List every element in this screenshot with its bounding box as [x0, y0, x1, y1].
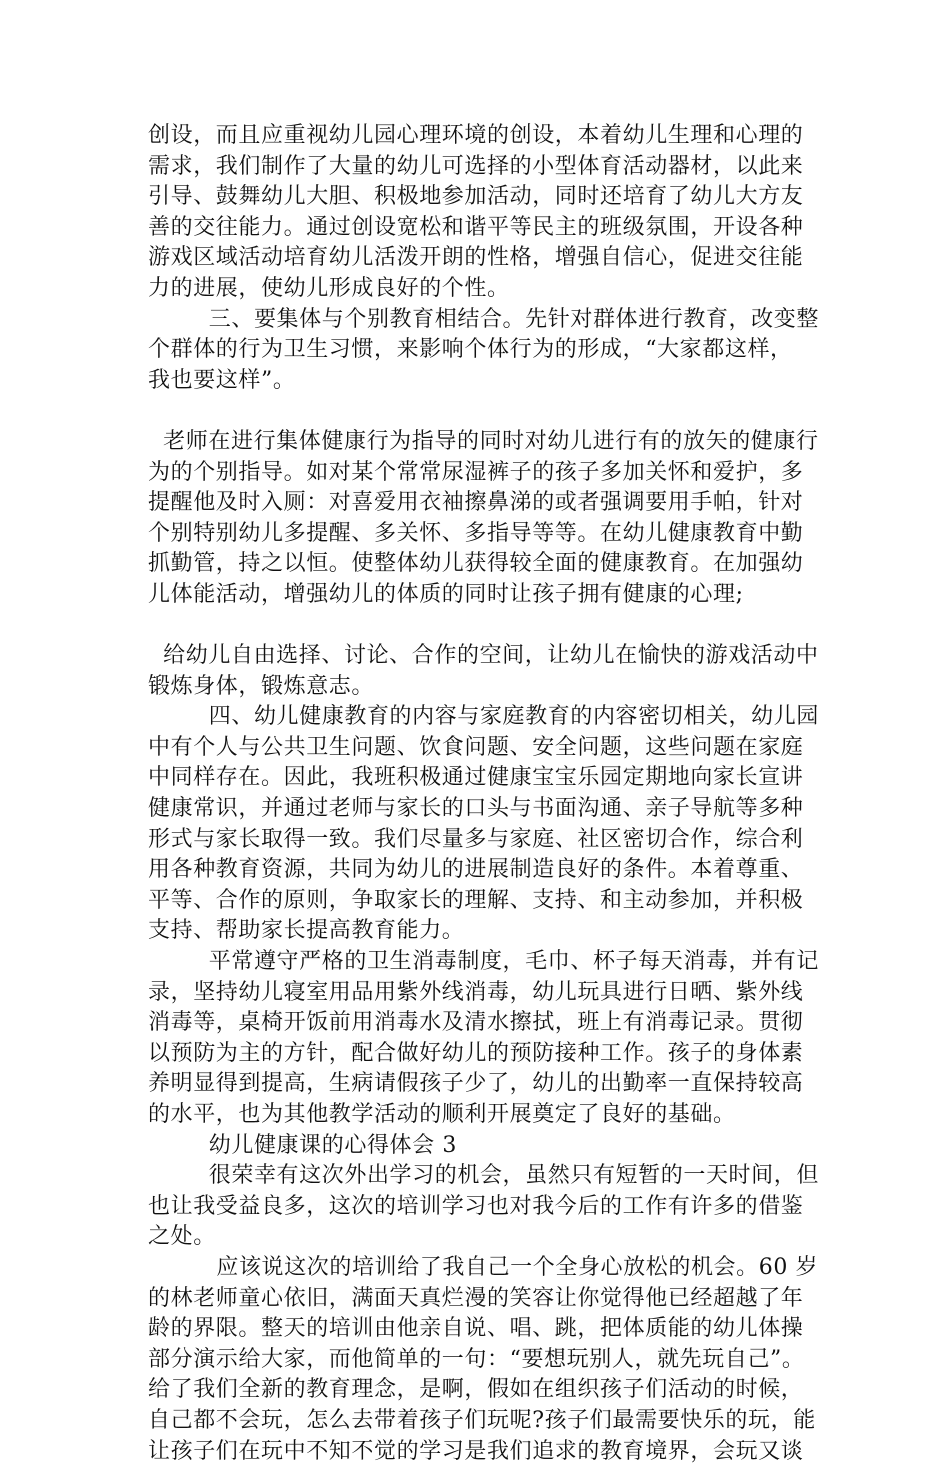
text-line: 给了我们全新的教育理念，是啊，假如在组织孩子们活动的时候， — [148, 1377, 804, 1403]
blank-line — [148, 611, 828, 642]
text-line: 养明显得到提高，生病请假孩子少了，幼儿的出勤率一直保持较高 — [148, 1071, 804, 1097]
text-line: 也让我受益良多，这次的培训学习也对我今后的工作有许多的借鉴 — [148, 1193, 804, 1219]
text-line: 善的交往能力。通过创设宽松和谐平等民主的班级氛围，开设各种 — [148, 214, 804, 240]
text-line: 消毒等，桌椅开饭前用消毒水及清水擦拭，班上有消毒记录。贯彻 — [148, 1010, 804, 1036]
text-line: 录，坚持幼儿寝室用品用紫外线消毒，幼儿玩具进行日晒、紫外线 — [148, 979, 804, 1005]
text-line: 需求，我们制作了大量的幼儿可选择的小型体育活动器材，以此来 — [148, 153, 804, 179]
text-line: 抓勤管，持之以恒。使整体幼儿获得较全面的健康教育。在加强幼 — [148, 551, 804, 577]
text-line: 平等、合作的原则，争取家长的理解、支持、和主动参加，并积极 — [148, 887, 804, 913]
text-line: 龄的界限。整天的培训由他亲自说、唱、跳，把体质能的幼儿体操 — [148, 1316, 804, 1342]
text-line: 支持、帮助家长提高教育能力。 — [148, 918, 465, 944]
text-line: 平常遵守严格的卫生消毒制度，毛巾、杯子每天消毒，并有记 — [148, 949, 819, 975]
text-line: 提醒他及时入厕：对喜爱用衣袖擦鼻涕的或者强调要用手帕，针对 — [148, 490, 804, 516]
text-line: 自己都不会玩，怎么去带着孩子们玩呢?孩子们最需要快乐的玩，能 — [148, 1407, 816, 1433]
paragraph — [148, 1131, 828, 1162]
text-line: 三、要集体与个别教育相结合。先针对群体进行教育，改变整 — [148, 306, 819, 332]
text-line: 锻炼身体，锻炼意志。 — [148, 673, 375, 699]
paragraph — [148, 702, 828, 947]
text-line: 给幼儿自由选择、讨论、合作的空间，让幼儿在愉快的游戏活动中 — [148, 643, 819, 669]
text-line: 老师在进行集体健康行为指导的同时对幼儿进行有的放矢的健康行 — [148, 428, 819, 454]
text-line: 部分演示给大家，而他简单的一句：“要想玩别人，就先玩自己”。 — [148, 1346, 805, 1372]
text-line: 中有个人与公共卫生问题、饮食问题、安全问题，这些问题在家庭 — [148, 734, 804, 760]
paragraph — [148, 1253, 828, 1467]
text-line: 创设，而且应重视幼儿园心理环境的创设，本着幼儿生理和心理的 — [148, 123, 804, 148]
text-line: 儿体能活动，增强幼儿的体质的同时让孩子拥有健康的心理; — [148, 581, 744, 607]
text-line: 引导、鼓舞幼儿大胆、积极地参加活动，同时还培育了幼儿大方友 — [148, 184, 804, 210]
text-line: 我也要这样”。 — [148, 367, 296, 393]
paragraph — [148, 947, 828, 1131]
text-line: 的水平，也为其他教学活动的顺利开展奠定了良好的基础。 — [148, 1102, 736, 1127]
paragraph — [148, 1161, 828, 1253]
text-line: 以预防为主的方针，配合做好幼儿的预防接种工作。孩子的身体素 — [148, 1040, 804, 1066]
text-line: 健康常识，并通过老师与家长的口头与书面沟通、亲子导航等多种 — [148, 796, 804, 822]
paragraph — [148, 611, 828, 703]
blank-line — [148, 396, 828, 427]
paragraph — [148, 121, 828, 305]
text-line: 力的进展，使幼儿形成良好的个性。 — [148, 275, 510, 301]
text-line: 幼儿健康课的心得体会 3 — [148, 1132, 457, 1158]
paragraph — [148, 396, 828, 610]
text-line: 个群体的行为卫生习惯，来影响个体行为的形成，“大家都这样， — [148, 337, 793, 363]
text-line: 让孩子们在玩中不知不觉的学习是我们追求的教育境界，会玩又谈 — [148, 1438, 804, 1464]
paragraph — [148, 305, 828, 397]
body-text — [148, 121, 828, 1467]
text-line: 形式与家长取得一致。我们尽量多与家庭、社区密切合作，综合利 — [148, 826, 804, 852]
text-line: 用各种教育资源，共同为幼儿的进展制造良好的条件。本着尊重、 — [148, 857, 804, 883]
text-line: 的林老师童心依旧，满面天真烂漫的笑容让你觉得他已经超越了年 — [148, 1285, 804, 1311]
text-line: 个别特别幼儿多提醒、多关怀、多指导等等。在幼儿健康教育中勤 — [148, 520, 804, 546]
text-line: 很荣幸有这次外出学习的机会，虽然只有短暂的一天时间，但 — [148, 1163, 819, 1189]
text-line: 四、幼儿健康教育的内容与家庭教育的内容密切相关，幼儿园 — [148, 704, 819, 730]
text-line: 中同样存在。因此，我班积极通过健康宝宝乐园定期地向家长宣讲 — [148, 765, 804, 791]
text-line: 为的个别指导。如对某个常常尿湿裤子的孩子多加关怀和爱护，多 — [148, 459, 804, 485]
text-line: 游戏区域活动培育幼儿活泼开朗的性格，增强自信心，促进交往能 — [148, 245, 804, 271]
text-line: 应该说这次的培训给了我自己一个全身心放松的机会。60 岁 — [148, 1254, 819, 1280]
text-line: 之处。 — [148, 1224, 216, 1250]
